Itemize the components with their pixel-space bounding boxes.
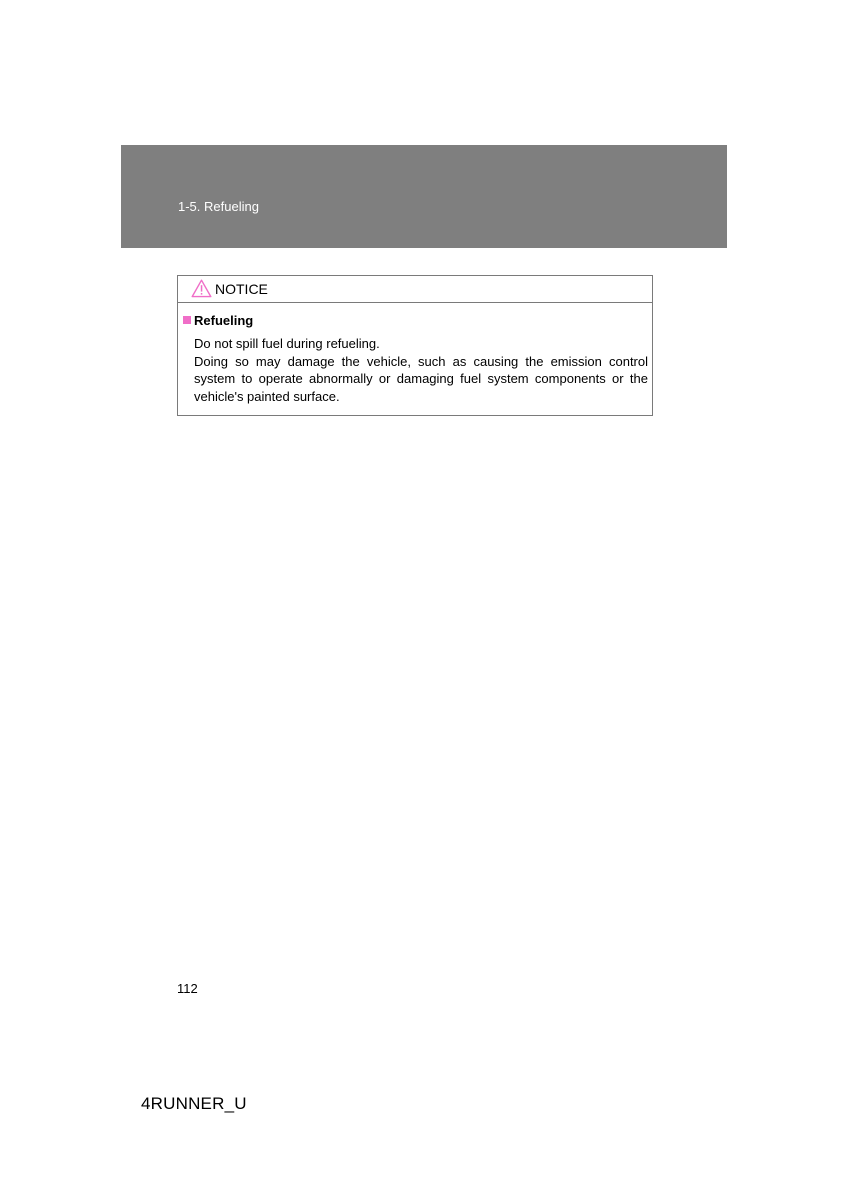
model-code: 4RUNNER_U — [141, 1094, 247, 1113]
section-title: 1-5. Refueling — [178, 199, 259, 214]
notice-header — [178, 276, 652, 303]
notice-line-2: Doing so may damage the vehicle, such as causing the emission control system to operate abnormally or damaging fuel system components or the vehicle's painted surface. — [194, 353, 648, 404]
notice-line-1: Do not spill fuel during refueling. — [194, 336, 380, 351]
warning-triangle-icon — [191, 279, 212, 298]
section-header-band — [121, 145, 727, 248]
bullet-square-icon — [183, 316, 191, 324]
notice-subheading: Refueling — [194, 313, 254, 328]
notice-box — [177, 275, 653, 416]
notice-title: NOTICE — [215, 281, 268, 297]
page-number: 112 — [177, 981, 198, 996]
notice-body — [194, 335, 648, 405]
